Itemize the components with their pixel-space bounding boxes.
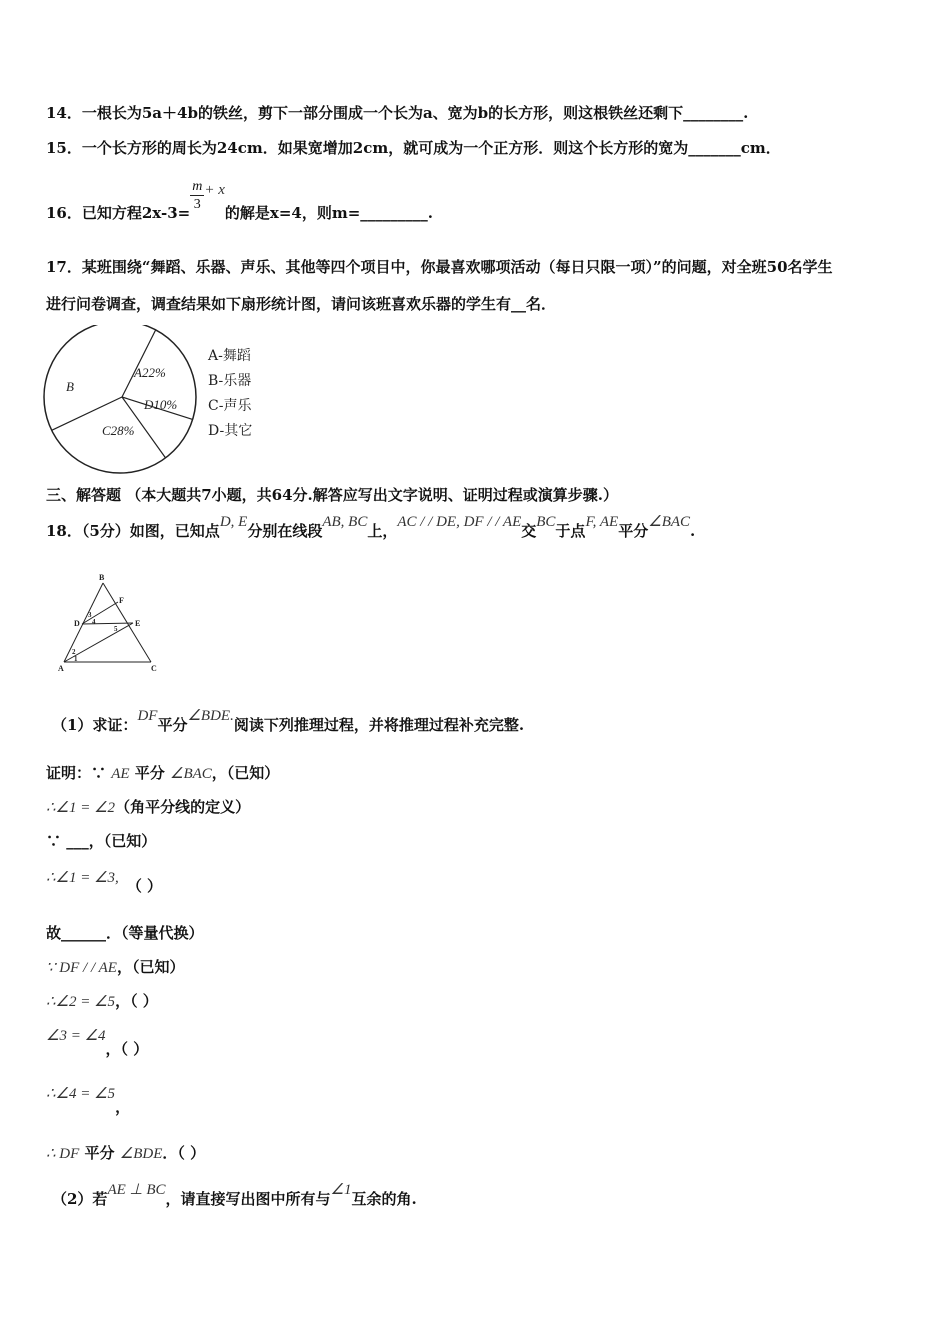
pie-slice-label-2: D10%: [144, 397, 178, 412]
fraction-m-over-3: $\frac{m}{3}$: [192, 179, 203, 212]
proof-line-2: ∴∠1 = ∠2（角平分线的定义）: [46, 798, 251, 816]
point-label-e: E: [135, 619, 141, 628]
segment-bc: [103, 583, 151, 662]
angle-label-1: 1: [74, 655, 78, 663]
pie-chart: [40, 325, 200, 475]
point-label-d: D: [74, 619, 80, 628]
question-17-line2: 进行问卷调查，调查结果如下扇形统计图，请问该班喜欢乐器的学生有__名．: [46, 295, 557, 313]
angle-label-4: 4: [92, 618, 96, 626]
proof-line-9: ∴∠4 = ∠5，: [46, 1086, 131, 1116]
question-14: 14．一根长为5a＋4b的铁丝，剪下一部分围成一个长为a、宽为b的长方形，则这根铁丝还剩下________.: [46, 104, 749, 122]
angle-label-2: 2: [72, 648, 76, 656]
proof-line-6: ∵ DF / / AE，（已知）: [46, 958, 185, 976]
question-17-line1: 17．某班围绕“舞蹈、乐器、声乐、其他等四个项目中，你最喜欢哪项活动（每日只限一项）”的问题，对全班50名学生: [46, 258, 833, 276]
proof-line-5: 故______．（等量代换）: [46, 924, 204, 942]
segment-de: [82, 623, 133, 624]
pie-slice-boundary-1: [122, 330, 156, 397]
angle-label-3: 3: [88, 611, 92, 619]
proof-line-8: ∠3 = ∠4，（ ）: [46, 1028, 149, 1058]
part-1-prompt: （1）求证：DF平分∠BDE.阅读下列推理过程，并将推理过程补充完整.: [52, 708, 525, 734]
proof-line-4: ∴∠1 = ∠3, （ ）: [46, 870, 163, 895]
legend-item-b: B-乐器: [208, 373, 252, 389]
section-3-heading: 三、解答题 （本大题共7小题，共64分.解答应写出文字说明、证明过程或演算步骤.）: [46, 486, 618, 504]
triangle-figure: [52, 570, 162, 675]
point-label-c: C: [151, 664, 157, 673]
legend-item-c: C-声乐: [208, 398, 252, 414]
proof-line-3: ∵ ___，（已知）: [46, 832, 157, 850]
legend-item-a: A-舞蹈: [208, 348, 251, 364]
question-16: 16．已知方程2x-3= $\frac{m}{3}$ + x的解是x=4，则m=_________.: [46, 179, 434, 222]
point-label-f: F: [119, 596, 124, 605]
pie-slice-label-1: A22%: [134, 365, 166, 380]
part-2-prompt: （2）若AE ⊥ BC，请直接写出图中所有与∠1互余的角.: [52, 1182, 417, 1208]
legend-item-d: D-其它: [208, 423, 253, 439]
pie-slice-label-4: B: [66, 379, 74, 394]
angle-label-5: 5: [114, 625, 118, 633]
point-label-a: A: [58, 664, 64, 673]
pie-slice-label-3: C28%: [102, 423, 135, 438]
question-18: 18．（5分）如图，已知点D, E分别在线段AB, BC上，AC / / DE, DF / / AE交BC于点F, AE平分∠BAC.: [46, 514, 696, 540]
proof-line-7: ∴∠2 = ∠5，（ ）: [46, 992, 158, 1010]
proof-line-10: ∴ DF 平分 ∠BDE．（ ）: [46, 1144, 206, 1162]
proof-line-1: 证明：∵ AE 平分 ∠BAC，（已知）: [46, 764, 280, 782]
point-label-b: B: [99, 573, 105, 582]
question-15: 15．一个长方形的周长为24cm．如果宽增加2cm，就可成为一个正方形．则这个长方形的宽为_______cm．: [46, 139, 781, 157]
